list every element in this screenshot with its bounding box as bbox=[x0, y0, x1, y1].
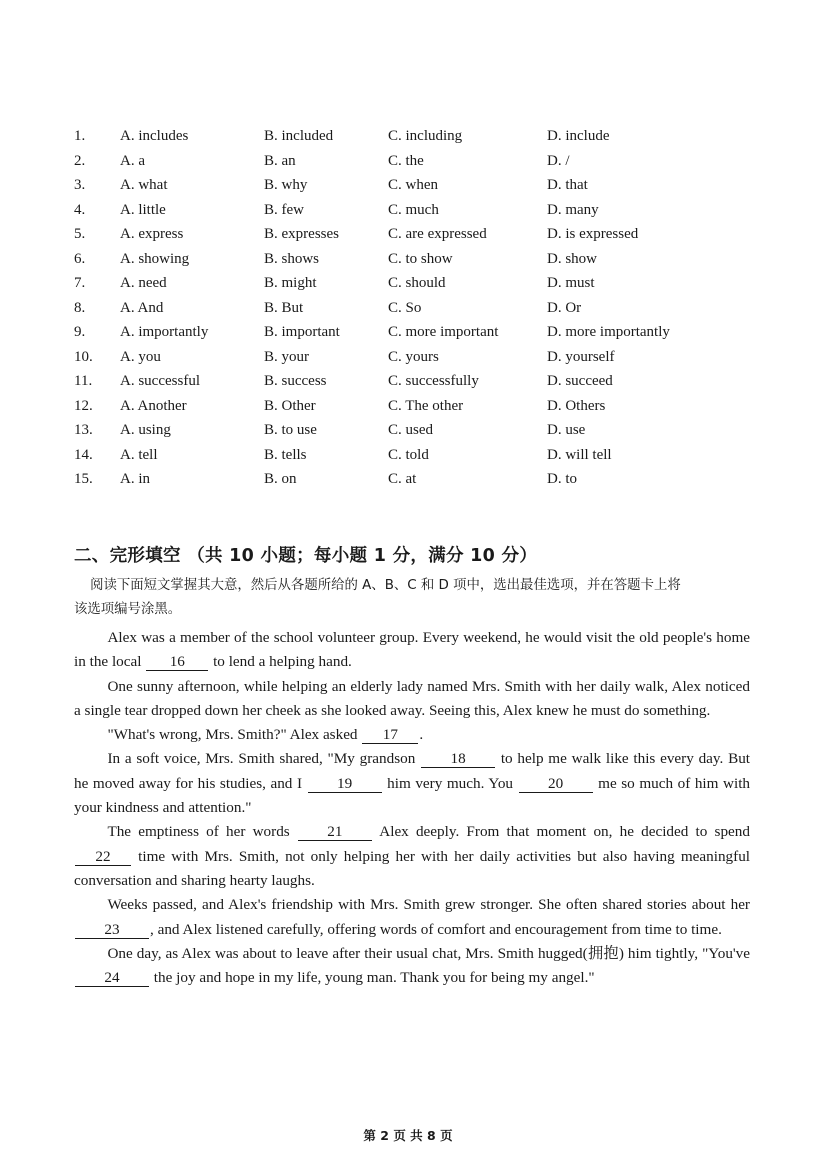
option-c: C. successfully bbox=[388, 373, 479, 389]
passage-text: to lend a helping hand. bbox=[213, 653, 352, 671]
question-number: 4. bbox=[74, 201, 86, 218]
option-b: B. expresses bbox=[264, 226, 339, 242]
paragraph-1 bbox=[74, 626, 750, 675]
option-row-10 bbox=[74, 345, 774, 370]
option-row-4 bbox=[74, 198, 774, 223]
passage-text: Alex was a member of the school volunteer group. Every weekend, he would visit the old people's home in the local bbox=[74, 629, 750, 671]
option-d: D. will tell bbox=[547, 446, 612, 463]
option-b: B. an bbox=[264, 152, 296, 169]
question-number: 15. bbox=[74, 471, 93, 487]
blank-22: 22 bbox=[75, 848, 131, 866]
blank-17: 17 bbox=[362, 726, 418, 744]
option-c: C. The other bbox=[388, 397, 464, 414]
option-c: C. should bbox=[388, 275, 446, 291]
option-row-7 bbox=[74, 271, 774, 296]
option-row-8 bbox=[74, 296, 774, 321]
option-c: C. at bbox=[388, 471, 417, 487]
option-a: A. a bbox=[120, 152, 145, 169]
option-row-9 bbox=[74, 320, 774, 345]
option-row-12 bbox=[74, 394, 774, 419]
option-b: B. on bbox=[264, 471, 297, 487]
option-a: A. express bbox=[120, 226, 184, 242]
option-a: A. need bbox=[120, 275, 167, 291]
option-b: B. shows bbox=[264, 250, 320, 267]
passage-text: The emptiness of her words bbox=[107, 823, 290, 841]
options-list bbox=[74, 124, 774, 492]
passage-text: Alex deeply. From that moment on, he decided to spend bbox=[379, 823, 750, 841]
question-number: 2. bbox=[74, 152, 86, 169]
option-d: D. show bbox=[547, 250, 598, 267]
option-row-3 bbox=[74, 173, 774, 198]
blank-18: 18 bbox=[421, 750, 495, 768]
question-number: 12. bbox=[74, 397, 93, 414]
option-d: D. to bbox=[547, 471, 577, 487]
option-a: A. tell bbox=[120, 446, 158, 463]
question-number: 14. bbox=[74, 446, 93, 463]
option-a: A. in bbox=[120, 471, 150, 487]
option-a: A. little bbox=[120, 201, 166, 218]
option-b: B. might bbox=[264, 275, 317, 291]
passage-text: In a soft voice, Mrs. Smith shared, "My grandson bbox=[107, 750, 416, 768]
option-c: C. more important bbox=[388, 324, 499, 340]
option-c: C. the bbox=[388, 152, 424, 169]
option-row-1 bbox=[74, 124, 774, 149]
option-row-2 bbox=[74, 149, 774, 174]
section-title: 二、完形填空 （共 10 小题；每小题 1 分，满分 10 分） bbox=[74, 546, 538, 566]
question-number: 1. bbox=[74, 128, 86, 144]
passage-text: the joy and hope in my life, young man. Thank you for being my angel." bbox=[153, 969, 595, 987]
passage-text: me so much of him with your kindness and attention." bbox=[74, 774, 751, 817]
option-d: D. use bbox=[547, 422, 586, 438]
passage-text: Weeks passed, and Alex's friendship with Mrs. Smith grew stronger. She often shared stories about her bbox=[107, 896, 750, 914]
option-b: B. tells bbox=[264, 446, 307, 463]
option-d: D. Or bbox=[547, 299, 582, 316]
option-c: C. much bbox=[388, 201, 439, 218]
option-d: D. that bbox=[547, 177, 588, 193]
question-number: 13. bbox=[74, 422, 93, 438]
option-d: D. many bbox=[547, 201, 599, 218]
option-b: B. Other bbox=[264, 397, 316, 414]
option-a: A. includes bbox=[120, 128, 189, 144]
page-footer: 第 2 页 共 8 页 bbox=[363, 1128, 453, 1143]
question-number: 11. bbox=[74, 373, 93, 389]
instructions-line-2: 该选项编号涂黑。 bbox=[74, 602, 182, 617]
option-b: B. important bbox=[264, 324, 340, 340]
question-number: 9. bbox=[74, 324, 86, 340]
paragraph-6 bbox=[74, 893, 750, 942]
option-c: C. are expressed bbox=[388, 226, 487, 242]
option-d: D. yourself bbox=[547, 348, 615, 365]
option-d: D. / bbox=[547, 152, 570, 169]
option-a: A. what bbox=[120, 177, 168, 193]
option-b: B. success bbox=[264, 373, 327, 389]
option-a: A. showing bbox=[120, 250, 190, 267]
passage-text: time with Mrs. Smith, not only helping her with her daily activities but also having meaningful conversation and sharing hearty laughs. bbox=[74, 847, 751, 889]
option-b: B. few bbox=[264, 201, 304, 218]
blank-23: 23 bbox=[75, 921, 149, 939]
option-d: D. include bbox=[547, 128, 610, 144]
paragraph-5 bbox=[74, 820, 750, 893]
question-number: 8. bbox=[74, 299, 86, 316]
option-row-14 bbox=[74, 443, 774, 468]
question-number: 7. bbox=[74, 275, 86, 291]
option-d: D. Others bbox=[547, 397, 606, 414]
option-row-15 bbox=[74, 467, 774, 492]
option-row-5 bbox=[74, 222, 774, 247]
option-c: C. So bbox=[388, 299, 422, 316]
paragraph-2: One sunny afternoon, while helping an elderly lady named Mrs. Smith with her daily walk, Alex noticed a single tear dropped down her cheek as she looked away. Seeing this, Alex knew he must do something. bbox=[74, 677, 750, 719]
option-a: A. And bbox=[120, 299, 164, 316]
passage-text: him very much. You bbox=[387, 774, 514, 792]
option-a: A. successful bbox=[120, 373, 200, 389]
passage-text: One day, as Alex was about to leave after their usual chat, Mrs. Smith hugged(拥抱) him tightly, "You've bbox=[107, 944, 750, 962]
option-c: C. yours bbox=[388, 348, 439, 365]
cloze-passage bbox=[74, 626, 750, 990]
option-b: B. your bbox=[264, 348, 309, 365]
option-a: A. you bbox=[120, 348, 161, 365]
option-b: B. to use bbox=[264, 422, 317, 438]
option-d: D. must bbox=[547, 275, 595, 291]
blank-24: 24 bbox=[75, 969, 149, 987]
blank-16: 16 bbox=[146, 653, 208, 671]
paragraph-4 bbox=[74, 747, 750, 820]
blank-21: 21 bbox=[298, 823, 372, 841]
section-instructions bbox=[74, 574, 758, 622]
paragraph-3 bbox=[74, 723, 750, 747]
option-b: B. But bbox=[264, 299, 304, 316]
option-row-6 bbox=[74, 247, 774, 272]
question-number: 6. bbox=[74, 250, 86, 267]
blank-20: 20 bbox=[519, 775, 593, 793]
blank-19: 19 bbox=[308, 775, 382, 793]
passage-text: , and Alex listened carefully, offering words of comfort and encouragement from time to time. bbox=[150, 920, 722, 938]
question-number: 3. bbox=[74, 177, 86, 193]
option-row-11 bbox=[74, 369, 774, 394]
option-c: C. used bbox=[388, 422, 433, 438]
option-row-13 bbox=[74, 418, 774, 443]
option-c: C. including bbox=[388, 128, 463, 144]
option-c: C. when bbox=[388, 177, 438, 193]
paragraph-7 bbox=[74, 942, 750, 991]
option-a: A. importantly bbox=[120, 324, 209, 340]
option-b: B. included bbox=[264, 128, 334, 144]
question-number: 10. bbox=[74, 348, 93, 365]
option-b: B. why bbox=[264, 177, 308, 193]
instructions-line-1: 阅读下面短文掌握其大意，然后从各题所给的 A、B、C 和 D 项中，选出最佳选项，并在答题卡上将 bbox=[90, 578, 681, 593]
option-d: D. succeed bbox=[547, 373, 613, 389]
option-a: A. Another bbox=[120, 397, 187, 414]
option-d: D. more importantly bbox=[547, 324, 670, 340]
passage-text: . bbox=[419, 726, 424, 744]
question-number: 5. bbox=[74, 226, 86, 242]
passage-text: "What's wrong, Mrs. Smith?" Alex asked bbox=[107, 726, 358, 744]
option-d: D. is expressed bbox=[547, 226, 639, 242]
option-c: C. told bbox=[388, 446, 429, 463]
option-a: A. using bbox=[120, 422, 171, 438]
option-c: C. to show bbox=[388, 250, 453, 267]
passage-text: to help me walk like this every day. But he moved away for his studies, and I bbox=[74, 750, 751, 792]
